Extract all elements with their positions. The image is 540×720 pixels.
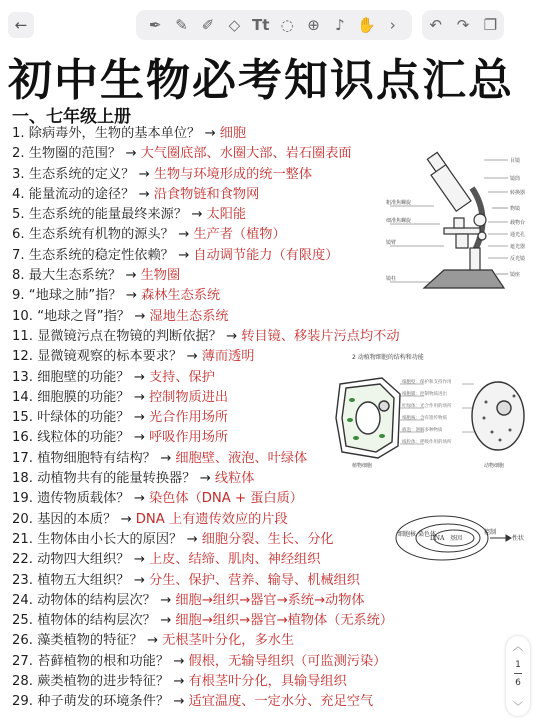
qa-item — [12, 652, 492, 672]
gene-diagram-label: DNA — [430, 535, 445, 542]
item-number: 24. — [12, 592, 33, 608]
page-title: 初中生物必考知识点汇总 — [8, 55, 514, 106]
pencil-icon[interactable]: ✎ — [175, 16, 188, 34]
qa-item — [12, 692, 492, 712]
item-question: 生态系统的稳定性依赖？ — [28, 247, 174, 263]
svg-text:镜筒: 镜筒 — [510, 176, 521, 182]
item-number: 19. — [12, 491, 33, 507]
page-divider — [514, 673, 522, 674]
item-question: 叶绿体的功能？ — [37, 410, 130, 426]
arrow-icon: → — [125, 288, 137, 304]
item-number: 25. — [12, 613, 33, 629]
svg-text:叶绿体：光合作用的场所: 叶绿体：光合作用的场所 — [402, 404, 452, 409]
item-number: 12. — [12, 349, 33, 365]
arrow-icon: → — [160, 592, 172, 608]
svg-text:粗准焦螺旋: 粗准焦螺旋 — [386, 200, 412, 206]
animal-cell-label: 动物细胞 — [484, 463, 505, 469]
item-answer: 森林生态系统 — [141, 288, 221, 304]
item-question: 基因的本质？ — [37, 511, 117, 527]
item-number: 5. — [12, 207, 25, 223]
svg-text:镜臂: 镜臂 — [386, 240, 397, 246]
item-question: 细胞壁的功能？ — [37, 369, 130, 385]
item-answer: DNA 上有遗传效应的片段 — [135, 511, 288, 527]
gene-diagram-label: 控制 — [484, 529, 497, 536]
gene-diagram-label: 性状 — [512, 535, 525, 542]
item-answer: 分生、保护、营养、输导、机械组织 — [148, 572, 360, 588]
item-question: 能量流动的途径？ — [28, 186, 135, 202]
total-pages: 6 — [515, 678, 521, 688]
arrow-icon: → — [173, 674, 185, 690]
arrow-icon: → — [120, 511, 132, 527]
chevron-right-icon[interactable]: › — [389, 16, 396, 34]
item-number: 11. — [12, 328, 33, 344]
arrow-icon: → — [138, 166, 150, 182]
item-answer: 支持、保护 — [148, 369, 215, 385]
item-number: 22. — [12, 552, 33, 568]
item-number: 2. — [12, 146, 25, 162]
item-number: 20. — [12, 511, 33, 527]
redo-icon[interactable]: ↷ — [456, 16, 470, 34]
item-number: 13. — [12, 369, 33, 385]
item-answer: 生物与环境形成的统一整体 — [153, 166, 313, 182]
item-number: 9. — [12, 288, 25, 304]
item-number: 16. — [12, 430, 33, 446]
qa-item — [12, 631, 492, 651]
item-question: 除病毒外，生物的基本单位？ — [28, 126, 201, 141]
arrow-icon: → — [178, 247, 190, 263]
item-question: “地球之肺”指？ — [28, 288, 122, 304]
gene-diagram-label: 细胞核 — [398, 531, 417, 538]
arrow-icon: → — [138, 186, 150, 202]
item-answer: 沿食物链和食物网 — [153, 186, 260, 202]
item-question: 种子萌发的环境条件？ — [37, 694, 170, 710]
arrow-icon: → — [226, 328, 238, 344]
item-answer: 适宜温度、一定水分、充足空气 — [188, 694, 374, 710]
item-question: 生物圈的范围？ — [28, 146, 122, 162]
item-answer: 假根，无输导组织（可监测污染） — [188, 653, 387, 669]
item-answer: 薄而透明 — [201, 349, 255, 365]
item-question: 线粒体的功能？ — [37, 430, 130, 446]
item-question: 最大生态系统？ — [28, 268, 122, 284]
qa-item — [12, 571, 492, 591]
arrow-icon: → — [133, 552, 145, 568]
current-page: 1 — [515, 660, 521, 670]
svg-text:细胞壁：保护和支持作用: 细胞壁：保护和支持作用 — [402, 380, 452, 385]
item-question: 动植物共有的能量转换器？ — [37, 471, 196, 487]
qa-item — [12, 327, 492, 347]
item-answer: 光合作用场所 — [148, 410, 229, 426]
item-number: 14. — [12, 389, 33, 405]
svg-text:物镜: 物镜 — [510, 206, 521, 212]
arrow-icon: → — [186, 349, 198, 365]
item-number: 18. — [12, 471, 33, 487]
item-number: 26. — [12, 633, 33, 649]
microphone-icon[interactable]: ♪ — [335, 16, 345, 34]
item-number: 21. — [12, 531, 33, 547]
arrow-icon: → — [134, 308, 146, 324]
item-answer: 细胞 — [219, 126, 247, 141]
plant-cell-label: 植物细胞 — [352, 463, 373, 469]
text-tool-icon[interactable]: Tt — [252, 16, 270, 34]
arrow-icon: → — [191, 207, 203, 223]
qa-item — [12, 489, 492, 509]
hand-icon[interactable]: ✋ — [356, 16, 376, 34]
svg-text:细准焦螺旋: 细准焦螺旋 — [386, 218, 412, 224]
item-question: “地球之肾”指？ — [37, 308, 130, 324]
svg-text:遮光器: 遮光器 — [510, 244, 526, 250]
eraser-icon[interactable]: ◇ — [228, 16, 241, 34]
gene-diagram-label: 基因 — [450, 535, 463, 542]
qa-item — [12, 672, 492, 692]
highlighter-icon[interactable]: ✐ — [201, 16, 215, 34]
toolbar — [0, 0, 540, 48]
item-question: 藻类植物的特征？ — [37, 633, 143, 649]
gene-diagram-label: 染色体 — [418, 531, 437, 538]
arrow-icon: → — [173, 653, 185, 669]
item-answer: 细胞→组织→器官→植物体（无系统） — [175, 613, 394, 629]
item-answer: 染色体（DNA + 蛋白质） — [148, 491, 303, 507]
arrow-icon: → — [186, 531, 198, 547]
svg-text:目镜: 目镜 — [510, 158, 521, 164]
item-answer: 大气圈底部、水圈大部、岩石圈表面 — [140, 146, 352, 162]
arrow-icon: → — [133, 389, 145, 405]
item-answer: 控制物质进出 — [148, 389, 229, 405]
item-number: 10. — [12, 308, 33, 324]
item-number: 17. — [12, 450, 33, 466]
arrow-icon: → — [160, 613, 172, 629]
item-question: 苔藓植物的根和功能？ — [37, 653, 170, 669]
arrow-icon: → — [160, 450, 172, 466]
item-question: 动物四大组织？ — [37, 552, 130, 568]
chevron-down-icon[interactable]: ﹀ — [513, 702, 523, 713]
item-question: 显微镜污点在物镜的判断依据？ — [37, 328, 222, 344]
svg-text:反光镜: 反光镜 — [510, 256, 526, 262]
item-answer: 无根茎叶分化，多水生 — [162, 633, 295, 649]
add-shape-icon[interactable]: ⊕ — [307, 16, 320, 34]
svg-text:转换器: 转换器 — [510, 190, 526, 196]
cell-caption: 2 动植物细胞的结构和功能 — [352, 354, 424, 361]
arrow-icon: → — [133, 572, 145, 588]
cell-diagrams — [334, 374, 530, 470]
item-number: 6. — [12, 227, 25, 243]
item-question: 显微镜观察的标本要求？ — [37, 349, 183, 365]
undo-icon[interactable]: ↶ — [429, 16, 442, 34]
qa-item — [12, 307, 492, 327]
item-answer: 生物圈 — [140, 268, 181, 284]
item-question: 细胞膜的功能？ — [37, 389, 130, 405]
item-answer: 转目镜、移装片污点均不动 — [241, 328, 400, 344]
item-question: 生态系统的定义？ — [28, 166, 135, 182]
qa-item — [12, 469, 492, 489]
qa-item — [12, 591, 492, 611]
arrow-icon: → — [146, 633, 158, 649]
item-question: 遗传物质载体？ — [37, 491, 130, 507]
item-answer: 细胞分裂、生长、分化 — [201, 531, 334, 547]
item-answer: 有根茎叶分化，具输导组织 — [188, 674, 347, 690]
item-number: 8. — [12, 268, 25, 284]
history-tools — [422, 10, 504, 40]
svg-text:镜座: 镜座 — [510, 272, 521, 278]
arrow-icon: → — [178, 227, 190, 243]
item-answer: 太阳能 — [206, 207, 247, 223]
arrow-icon: → — [173, 694, 185, 710]
page-indicator[interactable] — [506, 636, 530, 716]
item-number: 7. — [12, 247, 25, 263]
item-question: 生态系统的能量最终来源？ — [28, 207, 188, 223]
item-question: 生物体由小长大的原因？ — [37, 531, 183, 547]
microscope-illustration — [384, 148, 526, 294]
arrow-icon: → — [133, 430, 145, 446]
arrow-icon: → — [133, 491, 145, 507]
item-question: 植物五大组织？ — [37, 572, 130, 588]
arrow-icon: → — [125, 146, 137, 162]
svg-text:细胞膜：控制物质进出: 细胞膜：控制物质进出 — [402, 392, 447, 397]
item-question: 蕨类植物的进步特征？ — [37, 674, 170, 690]
svg-text:通光孔: 通光孔 — [510, 232, 526, 238]
item-number: 29. — [12, 694, 33, 710]
item-answer: 自动调节能力（有限度） — [193, 247, 339, 263]
arrow-icon: → — [133, 369, 145, 385]
item-number: 27. — [12, 653, 33, 669]
arrow-icon: → — [204, 126, 216, 141]
svg-text:细胞核：含有遗传物质: 细胞核：含有遗传物质 — [402, 416, 447, 421]
chevron-up-icon[interactable]: ︿ — [513, 642, 523, 653]
item-question: 生态系统有机物的源头？ — [28, 227, 174, 243]
item-answer: 细胞壁、液泡、叶绿体 — [175, 450, 308, 466]
arrow-icon: → — [125, 268, 137, 284]
pen-icon[interactable]: ✒ — [148, 16, 162, 34]
item-answer: 湿地生态系统 — [149, 308, 229, 324]
item-answer: 生产者（植物） — [193, 227, 286, 243]
svg-text:线粒体：呼吸作用的场所: 线粒体：呼吸作用的场所 — [402, 440, 452, 445]
svg-text:载物台: 载物台 — [510, 220, 526, 226]
item-number: 4. — [12, 186, 25, 202]
item-answer: 线粒体 — [214, 471, 255, 487]
svg-text:液泡：溶解多种物质: 液泡：溶解多种物质 — [402, 428, 443, 433]
svg-text:镜柱: 镜柱 — [386, 276, 397, 282]
arrow-icon: → — [199, 471, 211, 487]
item-question: 动物体的结构层次？ — [37, 592, 156, 608]
pages-icon[interactable]: ❐ — [483, 16, 498, 34]
drawing-tools — [136, 10, 412, 40]
section-heading: 一、七年级上册 — [12, 107, 131, 127]
item-number: 23. — [12, 572, 33, 588]
item-question: 植物体的结构层次？ — [37, 613, 156, 629]
item-number: 3. — [12, 166, 25, 182]
item-number: 1. — [12, 126, 25, 141]
qa-item — [12, 611, 492, 631]
gene-diagram — [392, 512, 528, 562]
arrow-icon: → — [133, 410, 145, 426]
lasso-icon[interactable]: ◌ — [280, 16, 294, 34]
qa-item — [12, 124, 492, 144]
item-number: 28. — [12, 674, 33, 690]
item-answer: 上皮、结缔、肌肉、神经组织 — [148, 552, 321, 568]
item-number: 15. — [12, 410, 33, 426]
back-arrow-icon[interactable]: ← — [8, 12, 34, 38]
item-question: 植物细胞特有结构？ — [37, 450, 156, 466]
item-answer: 细胞→组织→器官→系统→动物体 — [175, 592, 365, 608]
item-answer: 呼吸作用场所 — [148, 430, 229, 446]
